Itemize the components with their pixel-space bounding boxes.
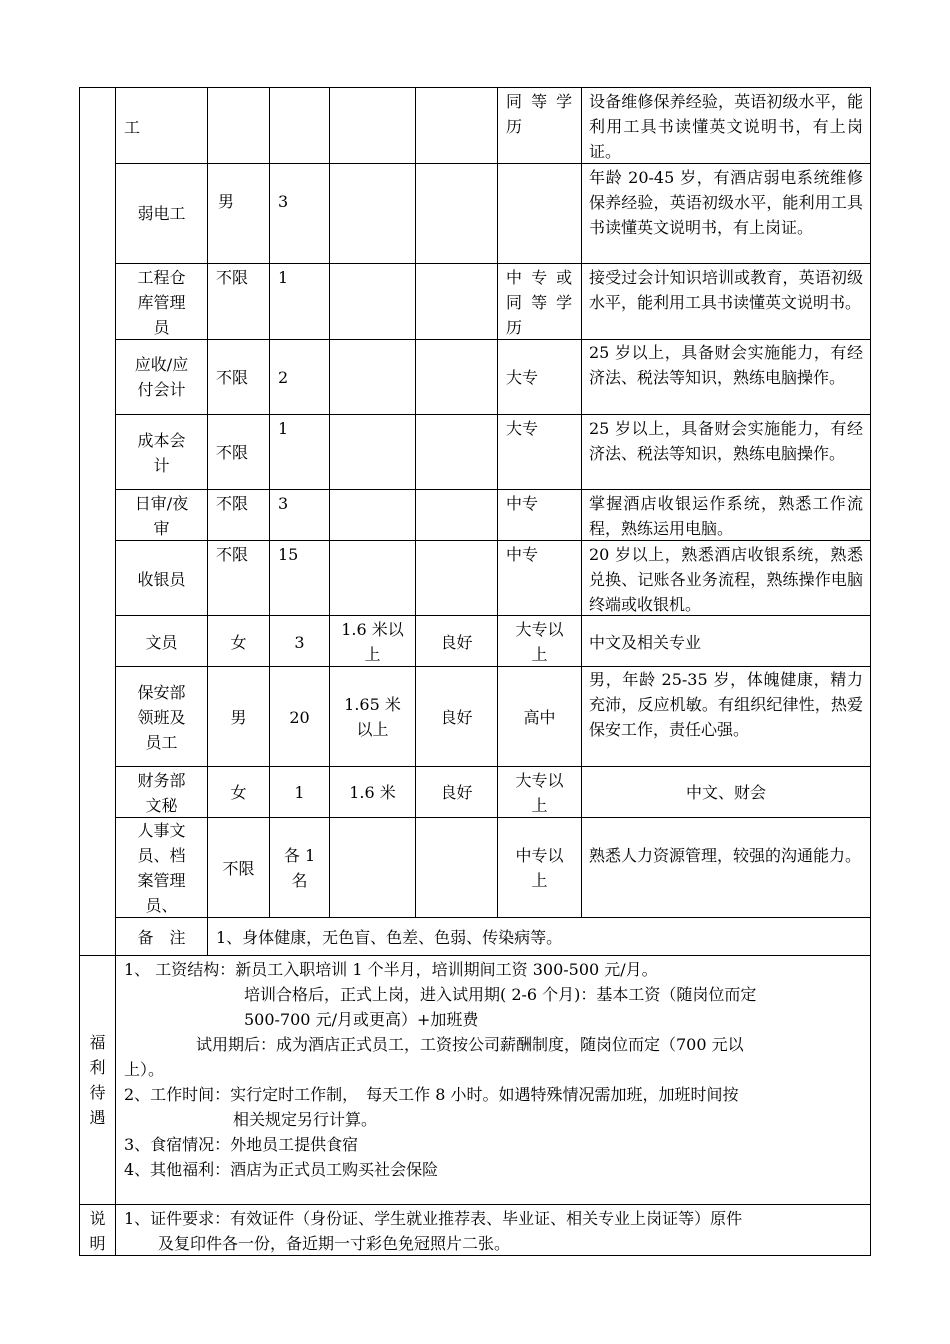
cell-gender: 不限: [216, 268, 249, 287]
column-divider: [115, 87, 116, 1256]
cell-position: 应收/应 付会计: [134, 355, 189, 399]
cell-education: 高中: [523, 708, 556, 727]
cell-count: 1: [278, 419, 289, 438]
benefits-line: 4、其他福利：酒店为正式员工购买社会保险: [124, 1160, 439, 1179]
cell-health: 良好: [440, 633, 473, 652]
cell-requirements: 25 岁以上，具备财会实施能力，有经济法、税法等知识，熟练电脑操作。: [589, 419, 863, 463]
cell-position: 工程仓 库管理 员: [137, 268, 186, 337]
row-divider: [115, 263, 871, 264]
cell-gender: 不限: [222, 859, 255, 878]
cell-position: 日审/夜 审: [134, 494, 189, 538]
cell-requirements: 接受过会计知识培训或教育，英语初级水平，能利用工具书读懂英文说明书。: [589, 268, 863, 312]
cell-education: 同 等 学 历: [506, 92, 575, 136]
cell-position: 成本会 计: [137, 431, 186, 475]
cell-count: 2: [278, 368, 289, 387]
cell-position: 弱电工: [137, 204, 186, 223]
notes-line: 及复印件各一份，备近期一寸彩色免冠照片二张。: [158, 1234, 511, 1253]
cell-gender: 不限: [216, 443, 249, 462]
benefits-line: 1、 工资结构：新员工入职培训 1 个半月，培训期间工资 300-500 元/月。: [124, 960, 658, 979]
cell-education: 大专: [506, 368, 539, 387]
remark-label: 备 注: [137, 928, 186, 947]
cell-education: 大专: [506, 419, 539, 438]
section-divider: [79, 1204, 871, 1205]
cell-count: 3: [278, 192, 289, 211]
column-divider: [207, 87, 208, 956]
cell-education: 中专以 上: [515, 846, 564, 890]
cell-requirements: 中文及相关专业: [589, 633, 702, 652]
benefits-line: 试用期后：成为酒店正式员工，工资按公司薪酬制度，随岗位而定（700 元以: [196, 1035, 744, 1054]
cell-height: 1.6 米以 上: [341, 620, 404, 664]
cell-requirements: 年龄 20-45 岁，有酒店弱电系统维修保养经验，英语初级水平，能利用工具书读懂英文说明书，有上岗证。: [589, 168, 863, 237]
cell-height: 1.65 米 以上: [344, 695, 401, 739]
cell-requirements: 掌握酒店收银运作系统，熟悉工作流程，熟练运用电脑。: [589, 494, 863, 538]
benefits-line: 上）。: [124, 1060, 165, 1079]
cell-position: 保安部 领班及 员工: [137, 683, 186, 752]
cell-education: 大专以 上: [515, 771, 564, 815]
cell-education: 大专以 上: [515, 620, 564, 664]
row-divider: [115, 917, 871, 918]
benefits-line: 培训合格后，正式上岗，进入试用期( 2-6 个月)：基本工资（随岗位而定: [244, 985, 757, 1004]
benefits-label: 福 利 待 遇: [89, 1033, 106, 1127]
cell-position: 文员: [145, 633, 178, 652]
benefits-line: 3、食宿情况：外地员工提供食宿: [124, 1135, 359, 1154]
cell-gender: 女: [230, 783, 247, 802]
notes-label: 说 明: [89, 1209, 106, 1253]
cell-count: 15: [278, 545, 299, 564]
cell-count: 1: [278, 268, 289, 287]
cell-count: 3: [294, 633, 305, 652]
row-divider: [115, 414, 871, 415]
cell-requirements: 男，年龄 25-35 岁，体魄健康，精力充沛，反应机敏。有组织纪律性，热爱保安工作，责任心强。: [589, 670, 863, 739]
cell-gender: 女: [230, 633, 247, 652]
row-divider: [115, 817, 871, 818]
cell-requirements: 设备维修保养经验，英语初级水平，能利用工具书读懂英文说明书，有上岗证。: [589, 92, 863, 161]
cell-gender: 男: [218, 192, 235, 211]
cell-requirements: 25 岁以上，具备财会实施能力，有经济法、税法等知识，熟练电脑操作。: [589, 343, 863, 387]
cell-position: 财务部 文秘: [137, 771, 186, 815]
cell-position: 人事文 员、档 案管理 员、: [137, 821, 186, 915]
cell-position: 工: [124, 118, 141, 137]
cell-gender: 男: [230, 708, 247, 727]
cell-health: 良好: [440, 708, 473, 727]
table-top-border: [79, 87, 871, 88]
cell-position: 收银员: [137, 570, 186, 589]
cell-education: 中 专 或 同 等 学 历: [506, 268, 575, 337]
remark-text: 1、身体健康，无色盲、色差、色弱、传染病等。: [216, 928, 563, 947]
cell-count: 20: [289, 708, 310, 727]
cell-education: 中专: [506, 545, 539, 564]
row-divider: [115, 489, 871, 490]
cell-height: 1.6 米: [349, 783, 396, 802]
cell-count: 1: [294, 783, 305, 802]
benefits-line: 2、工作时间：实行定时工作制， 每天工作 8 小时。如遇特殊情况需加班，加班时间按: [124, 1085, 739, 1104]
notes-line: 1、证件要求：有效证件（身份证、学生就业推荐表、毕业证、相关专业上岗证等）原件: [124, 1209, 743, 1228]
row-divider: [115, 766, 871, 767]
cell-education: 中专: [506, 494, 539, 513]
cell-count: 各 1 名: [283, 846, 316, 890]
cell-gender: 不限: [216, 545, 249, 564]
cell-count: 3: [278, 494, 289, 513]
cell-requirements: 20 岁以上，熟悉酒店收银系统，熟悉兑换、记账各业务流程，熟练操作电脑终端或收银机。: [589, 545, 863, 614]
cell-gender: 不限: [216, 368, 249, 387]
cell-requirements: 中文、财会: [685, 783, 766, 802]
cell-requirements: 熟悉人力资源管理，较强的沟通能力。: [589, 846, 862, 865]
table-right-border: [870, 87, 871, 1256]
cell-health: 良好: [440, 783, 473, 802]
benefits-line: 相关规定另行计算。: [233, 1110, 378, 1129]
benefits-line: 500-700 元/月或更高）+加班费: [244, 1010, 479, 1029]
cell-gender: 不限: [216, 494, 249, 513]
section-divider: [79, 955, 871, 956]
